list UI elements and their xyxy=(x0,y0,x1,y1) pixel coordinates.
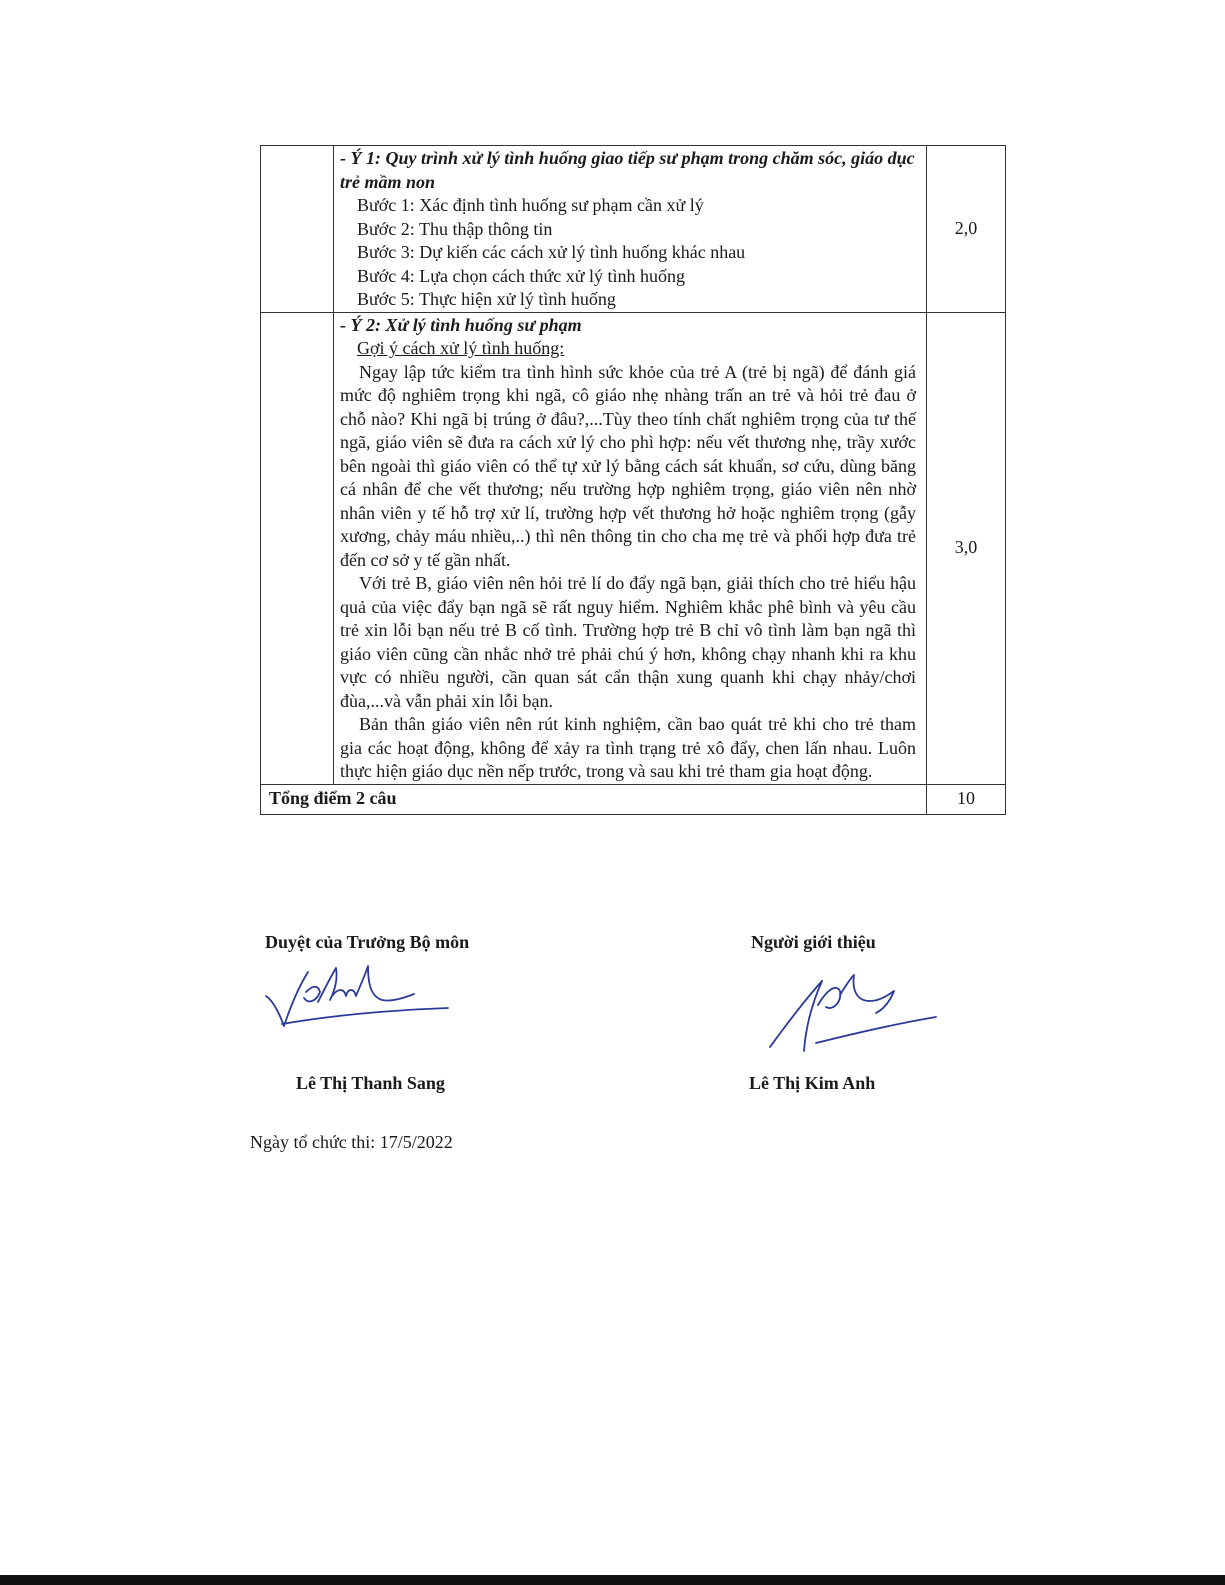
total-label: Tổng điểm 2 câu xyxy=(261,784,927,815)
table-row xyxy=(261,312,1006,784)
step-item: Bước 2: Thu thập thông tin xyxy=(357,218,553,239)
step-item: Bước 4: Lựa chọn cách thức xử lý tình huống xyxy=(357,265,685,286)
left-signer-name: Lê Thị Thanh Sang xyxy=(296,1073,445,1093)
total-score: 10 xyxy=(927,784,1006,815)
grading-table xyxy=(260,145,1006,815)
left-signature-image xyxy=(258,958,458,1036)
table-row xyxy=(261,146,1006,313)
step-item: Bước 5: Thực hiện xử lý tình huống xyxy=(357,289,616,309)
left-signature-title: Duyệt của Trưởng Bộ môn xyxy=(265,932,470,952)
paragraph: Bản thân giáo viên nên rút kinh nghiệm, cần bao quát trẻ khi cho trẻ tham gia các hoạt động, không để xảy ra tình trạng trẻ xô đẩy, chen lấn nhau. Luôn thực hiện giáo dục nền nếp trước, trong và sau khi trẻ tham gia hoạt động. xyxy=(340,714,916,781)
content-cell xyxy=(334,146,927,313)
right-signature-title: Người giới thiệu xyxy=(751,932,876,952)
scan-bottom-edge xyxy=(0,1575,1225,1585)
row-subheading: Gợi ý cách xử lý tình huống: xyxy=(357,338,565,358)
paragraph: Với trẻ B, giáo viên nên hỏi trẻ lí do đẩy ngã bạn, giải thích cho trẻ hiểu hậu quả của việc đẩy bạn ngã sẽ rất nguy hiểm. Nghiêm khắc phê bình và yêu cầu trẻ xin lỗi bạn nếu trẻ B cố tình. Trường hợp trẻ B chỉ vô tình làm bạn ngã thì giáo viên cũng cần nhắc nhở trẻ phải chú ý hơn, không chạy nhanh khi ra khu vực có nhiều người, cần quan sát cẩn thận xung quanh khi chạy nhảy/chơi đùa,...và vẫn phải xin lỗi bạn. xyxy=(340,573,916,711)
paragraph: Ngay lập tức kiểm tra tình hình sức khỏe của trẻ A (trẻ bị ngã) để đánh giá mức độ nghiêm trọng khi ngã, cô giáo nhẹ nhàng trấn an trẻ và hỏi trẻ đau ở chỗ nào? Khi ngã bị trúng ở đâu?,...Tùy theo tính chất nghiêm trọng của tư thế ngã, giáo viên sẽ đưa ra cách xử lý cho phì hợp: nếu vết thương nhẹ, trầy xước bên ngoài thì giáo viên có thể tự xử lý bằng cách sát khuẩn, sơ cứu, dùng băng cá nhân để che vết thương; nếu trường hợp nghiêm trọng, giáo viên nên nhờ nhân viên y tế hỗ trợ xử lí, trường hợp vết thương hở hoặc nghiêm trọng (gẫy xương, chảy máu nhiều,..) thì nên thông tin cho cha mẹ trẻ và phối hợp đưa trẻ đến cơ sở y tế gần nhất. xyxy=(340,361,916,570)
score-cell: 2,0 xyxy=(927,146,1006,313)
exam-date: Ngày tổ chức thi: 17/5/2022 xyxy=(250,1132,453,1152)
blank-cell xyxy=(261,146,334,313)
step-item: Bước 1: Xác định tình huống sư phạm cần xử lý xyxy=(357,195,704,215)
blank-cell xyxy=(261,312,334,784)
right-signer-name: Lê Thị Kim Anh xyxy=(749,1073,876,1093)
row-heading: - Ý 1: Quy trình xử lý tình huống giao tiếp sư phạm trong chăm sóc, giáo dục trẻ mầm non xyxy=(340,148,915,192)
total-row xyxy=(261,784,1006,815)
score-cell: 3,0 xyxy=(927,312,1006,784)
content-cell xyxy=(334,312,927,784)
right-signature-image xyxy=(760,965,945,1060)
step-item: Bước 3: Dự kiến các cách xử lý tình huống khác nhau xyxy=(357,242,746,262)
row-heading: - Ý 2: Xử lý tình huống sư phạm xyxy=(340,314,582,335)
